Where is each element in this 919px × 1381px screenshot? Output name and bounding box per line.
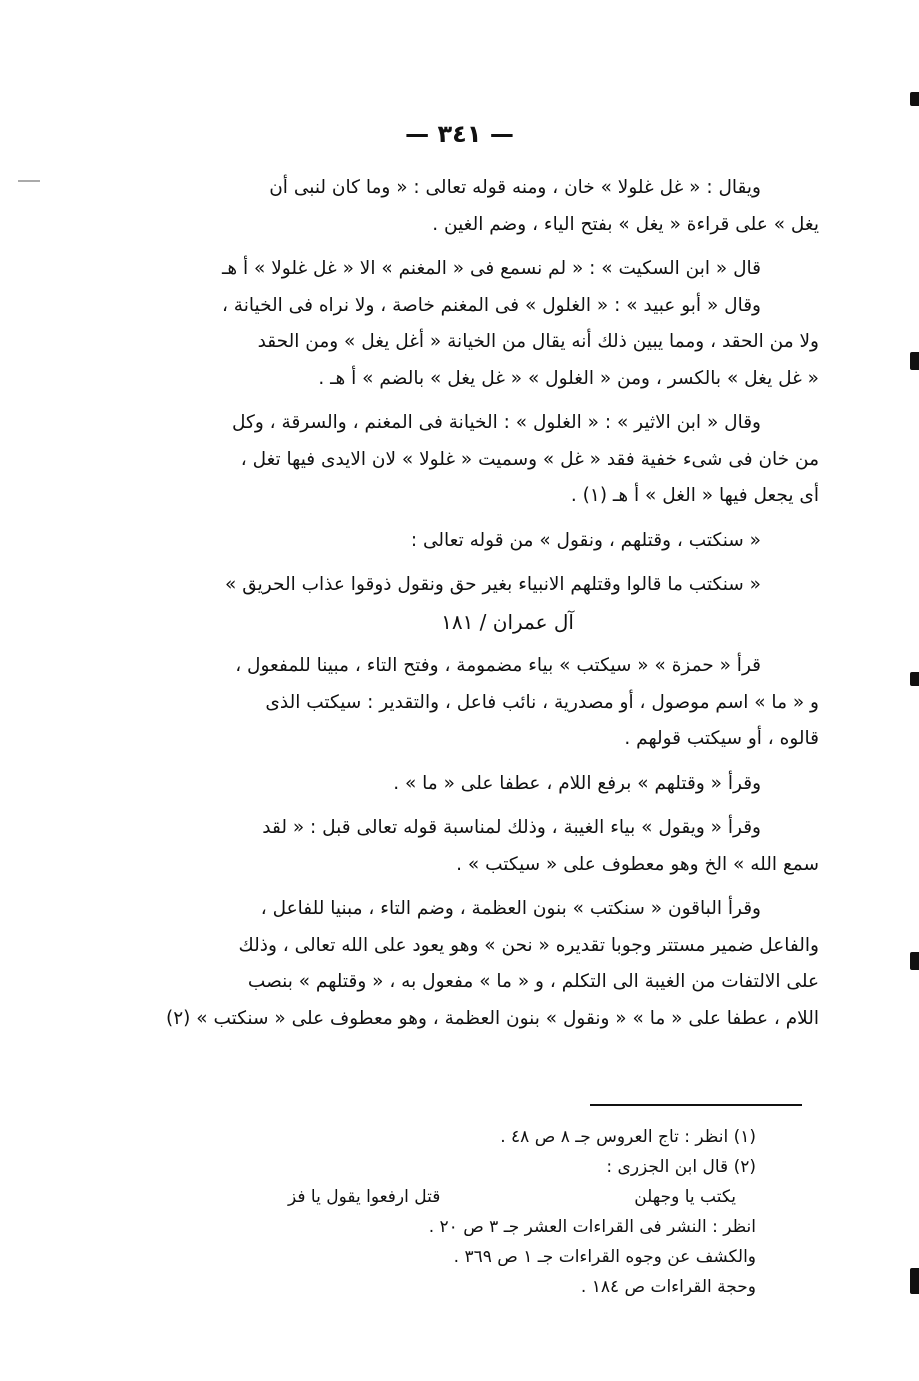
text-line: على الالتفات من الغيبة الى التكلم ، و « ما » مفعول به ، « وقتلهم » بنصب	[247, 971, 819, 992]
paragraph	[139, 170, 819, 243]
text-line: وقرأ الباقون « سنكتب » بنون العظمة ، وضم التاء ، مبنيا للفاعل ،	[260, 898, 761, 919]
scan-mark	[18, 180, 40, 182]
text-line: والفاعل ضمير مستتر وجوبا تقديره « نحن » وهو يعود على الله تعالى ، وذلك	[238, 934, 819, 956]
scan-edge-mark	[910, 352, 919, 370]
paragraph	[139, 523, 819, 560]
text-line: من خان فى شىء خفية فقد « غل » وسميت « غلولا » لان الايدى فيها تغل ،	[240, 448, 819, 470]
verse-reference: آل عمران / ١٨١	[441, 609, 574, 634]
text-line: قال « ابن السكيت » : « لم نسمع فى « المغنم » الا « غل غلولا » أ هـ	[221, 258, 761, 279]
text-line: ويقال : « غل غلولا » خان ، ومنه قوله تعالى : « وما كان لنبى أن	[269, 177, 761, 198]
text-line: وقال « أبو عبيد » : « الغلول » فى المغنم خاصة ، ولا نراه فى الخيانة ،	[221, 294, 761, 316]
page-number: — ٣٤١ —	[405, 120, 514, 148]
footnote-divider	[590, 1104, 802, 1106]
text-line: ولا من الحقد ، ومما يبين ذلك أنه يقال من الخيانة « أغل يغل » ومن الحقد	[257, 331, 819, 352]
text-line: يغل » على قراءة « يغل » بفتح الياء ، وضم الغين .	[432, 213, 819, 235]
paragraph	[139, 810, 819, 883]
paragraph	[139, 648, 819, 758]
text-line: قرأ « حمزة » « سيكتب » بياء مضمومة ، وفتح التاء ، مبينا للمفعول ،	[235, 655, 761, 676]
paragraph	[139, 405, 819, 515]
main-text	[139, 170, 819, 1037]
text-line: سمع الله » الخ وهو معطوف على « سيكتب » .	[456, 853, 819, 875]
text-line: و « ما » اسم موصول ، أو مصدرية ، نائب فاعل ، والتقدير : سيكتب الذى	[265, 691, 819, 713]
text-line: « سنكتب ، وقتلهم ، ونقول » من قوله تعالى :	[410, 529, 761, 551]
footnote-reference: والكشف عن وجوه القراءات جـ ١ ص ٣٦٩ .	[453, 1247, 756, 1267]
poem-hemistich-right: يكتب يا وجهلن	[634, 1187, 736, 1207]
paragraph	[139, 288, 819, 398]
footnote-2: (٢) قال ابن الجزرى :	[606, 1157, 756, 1177]
quran-verse	[139, 567, 819, 640]
paragraph	[139, 251, 819, 288]
text-line: وقرأ « ويقول » بياء الغيبة ، وذلك لمناسبة قوله تعالى قبل : « لقد	[262, 817, 761, 838]
scan-edge-mark	[910, 672, 919, 686]
text-line: وقرأ « وقتلهم » برفع اللام ، عطفا على « ما » .	[393, 772, 761, 794]
text-line: قالوه ، أو سيكتب قولهم .	[624, 728, 819, 749]
poem-verse	[288, 1182, 756, 1212]
scan-edge-mark	[910, 1268, 919, 1294]
scan-edge-mark	[910, 952, 919, 970]
text-line: اللام ، عطفا على « ما » « ونقول » بنون العظمة ، وهو معطوف على « سنكتب » (٢)	[166, 1007, 819, 1029]
text-line: أى يجعل فيها « الغل » أ هـ (١) .	[570, 485, 819, 506]
footnote-1: (١) انظر : تاج العروس جـ ٨ ص ٤٨ .	[500, 1127, 756, 1147]
paragraph	[139, 891, 819, 1037]
scan-edge-mark	[910, 92, 919, 106]
footnote-reference: انظر : النشر فى القراءات العشر جـ ٣ ص ٢٠ .	[428, 1217, 756, 1237]
verse-line: « سنكتب ما قالوا وقتلهم الانبياء بغير حق ونقول ذوقوا عذاب الحريق »	[225, 574, 761, 595]
footnotes	[196, 1122, 756, 1302]
footnote-reference: وحجة القراءات ص ١٨٤ .	[580, 1277, 756, 1297]
poem-hemistich-left: قتل ارفعوا يقول يا فز	[288, 1187, 441, 1207]
paragraph	[139, 766, 819, 803]
text-line: وقال « ابن الاثير » : « الغلول » : الخيانة فى المغنم ، والسرقة ، وكل	[232, 412, 761, 433]
text-line: « غل يغل » بالكسر ، ومن « الغلول » « غل يغل » بالضم » أ هـ .	[318, 367, 819, 389]
